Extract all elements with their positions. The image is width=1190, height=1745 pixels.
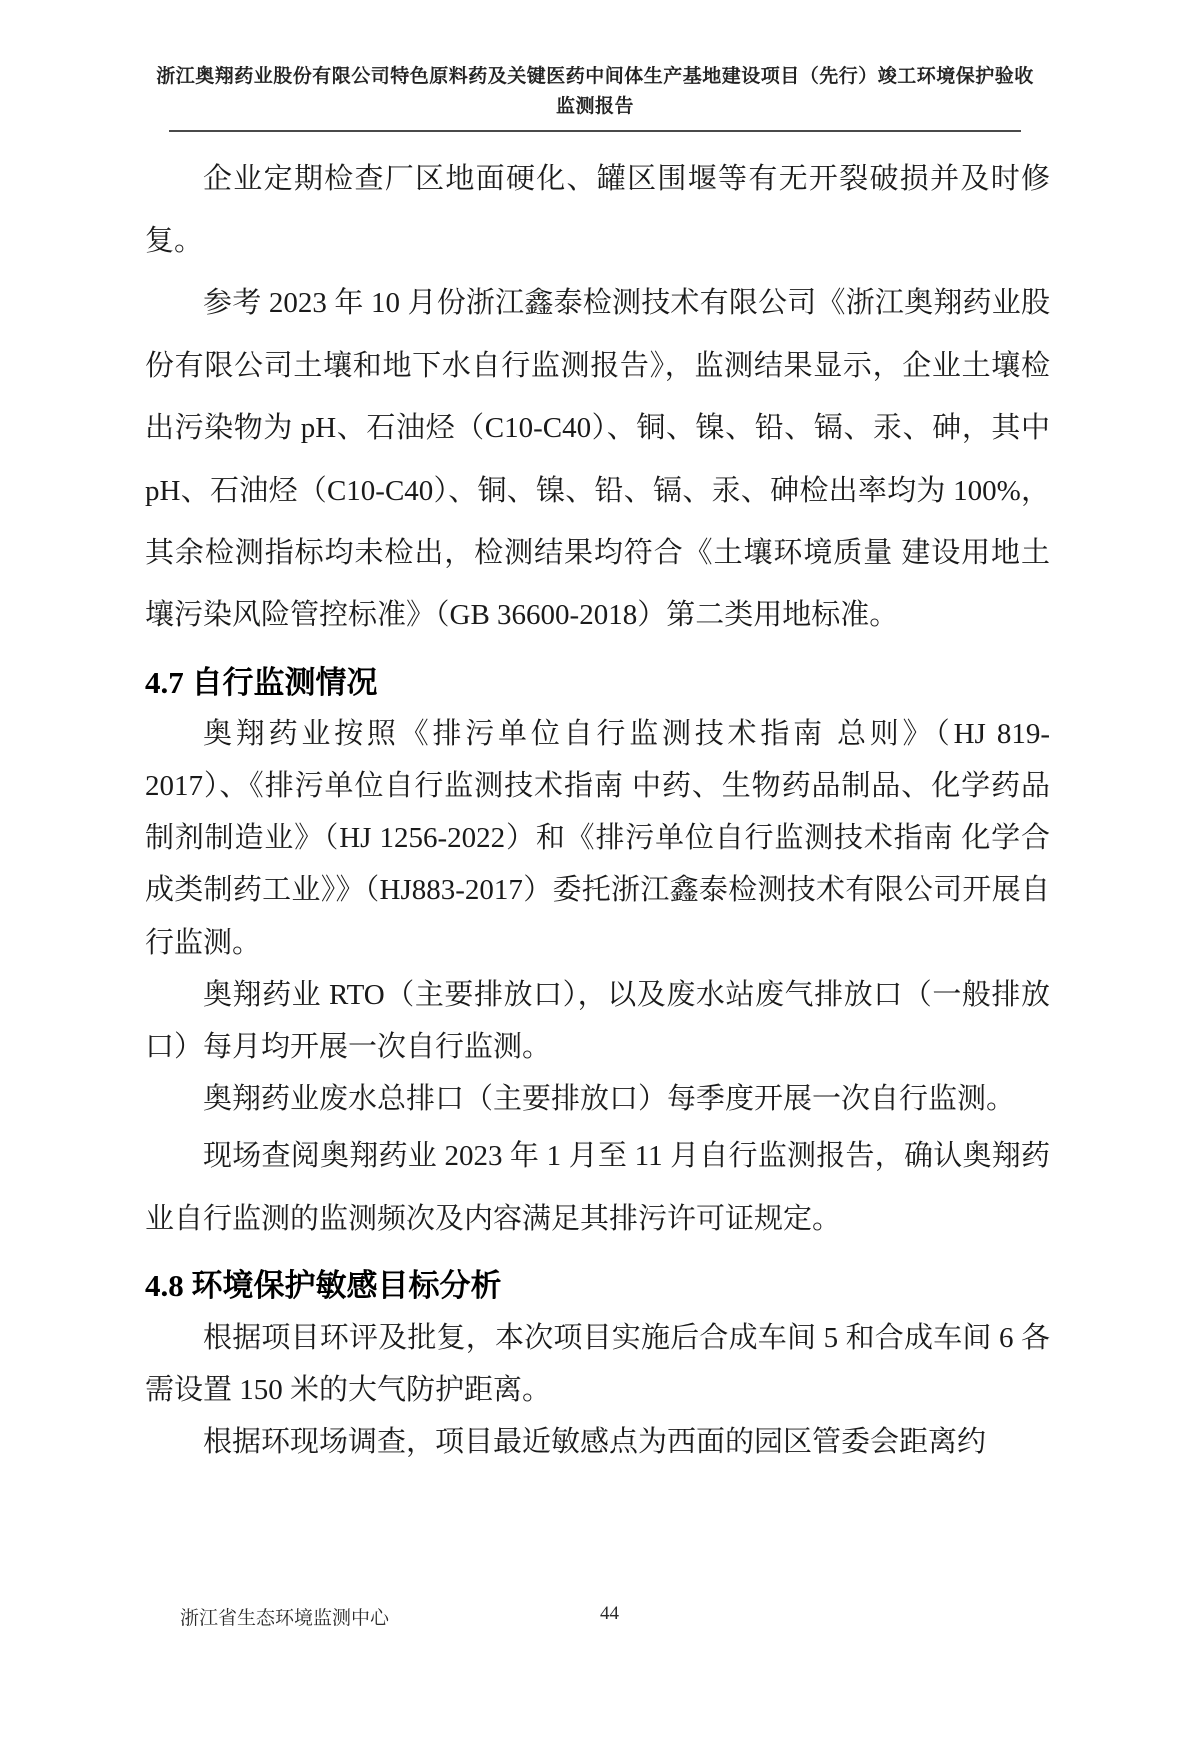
body-paragraph: 现场查阅奥翔药业 2023 年 1 月至 11 月自行监测报告，确认奥翔药业自行监测的监测频次及内容满足其排污许可证规定。	[145, 1140, 1050, 1235]
document-body	[145, 148, 1050, 1468]
body-paragraph: 参考 2023 年 10 月份浙江鑫泰检测技术有限公司《浙江奥翔药业股份有限公司土壤和地下水自行监测报告》，监测结果显示，企业土壤检出污染物为 pH、石油烃（C10-C40）、铜、镍、铅、镉、汞、砷，其中 pH、石油烃（C10-C40）、铜、镍、铅、镉、汞、砷检出率均为 100%，其余检测指标均未检出，检测结果均符合《土壤环境质量 建设用地土壤污染风险管控标准》（GB 36600-2018）第二类用地标准。	[145, 287, 1050, 632]
page-header	[152, 62, 1038, 123]
body-paragraph: 奥翔药业按照《排污单位自行监测技术指南 总则》（HJ 819-2017）、《排污单位自行监测技术指南 中药、生物药品制品、化学药品制剂制造业》（HJ 1256-2022）和《排污单位自行监测技术指南 化学合成类制药工业》》（HJ883-2017）委托浙江鑫泰检测技术有限公司开展自行监测。	[145, 717, 1050, 959]
section-heading: 4.8 环境保护敏感目标分析	[145, 1268, 502, 1304]
section-heading: 4.7 自行监测情况	[145, 664, 378, 700]
body-paragraph: 奥翔药业 RTO（主要排放口），以及废水站废气排放口（一般排放口）每月均开展一次自行监测。	[145, 978, 1050, 1064]
body-paragraph: 根据环现场调查，项目最近敏感点为西面的园区管委会距离约	[203, 1425, 987, 1458]
header-title: 浙江奥翔药业股份有限公司特色原料药及关键医药中间体生产基地建设项目（先行）竣工环境保护验收监测报告	[156, 66, 1034, 118]
footer-organization: 浙江省生态环境监测中心	[180, 1608, 390, 1629]
body-paragraph: 奥翔药业废水总排口（主要排放口）每季度开展一次自行监测。	[203, 1083, 1016, 1116]
body-paragraph: 企业定期检查厂区地面硬化、罐区围堰等有无开裂破损并及时修复。	[145, 162, 1050, 258]
footer-page-number: 44	[600, 1603, 619, 1624]
body-paragraph: 根据项目环评及批复，本次项目实施后合成车间 5 和合成车间 6 各需设置 150 米的大气防护距离。	[145, 1321, 1050, 1406]
header-rule	[169, 130, 1021, 132]
document-page	[0, 62, 1190, 1745]
